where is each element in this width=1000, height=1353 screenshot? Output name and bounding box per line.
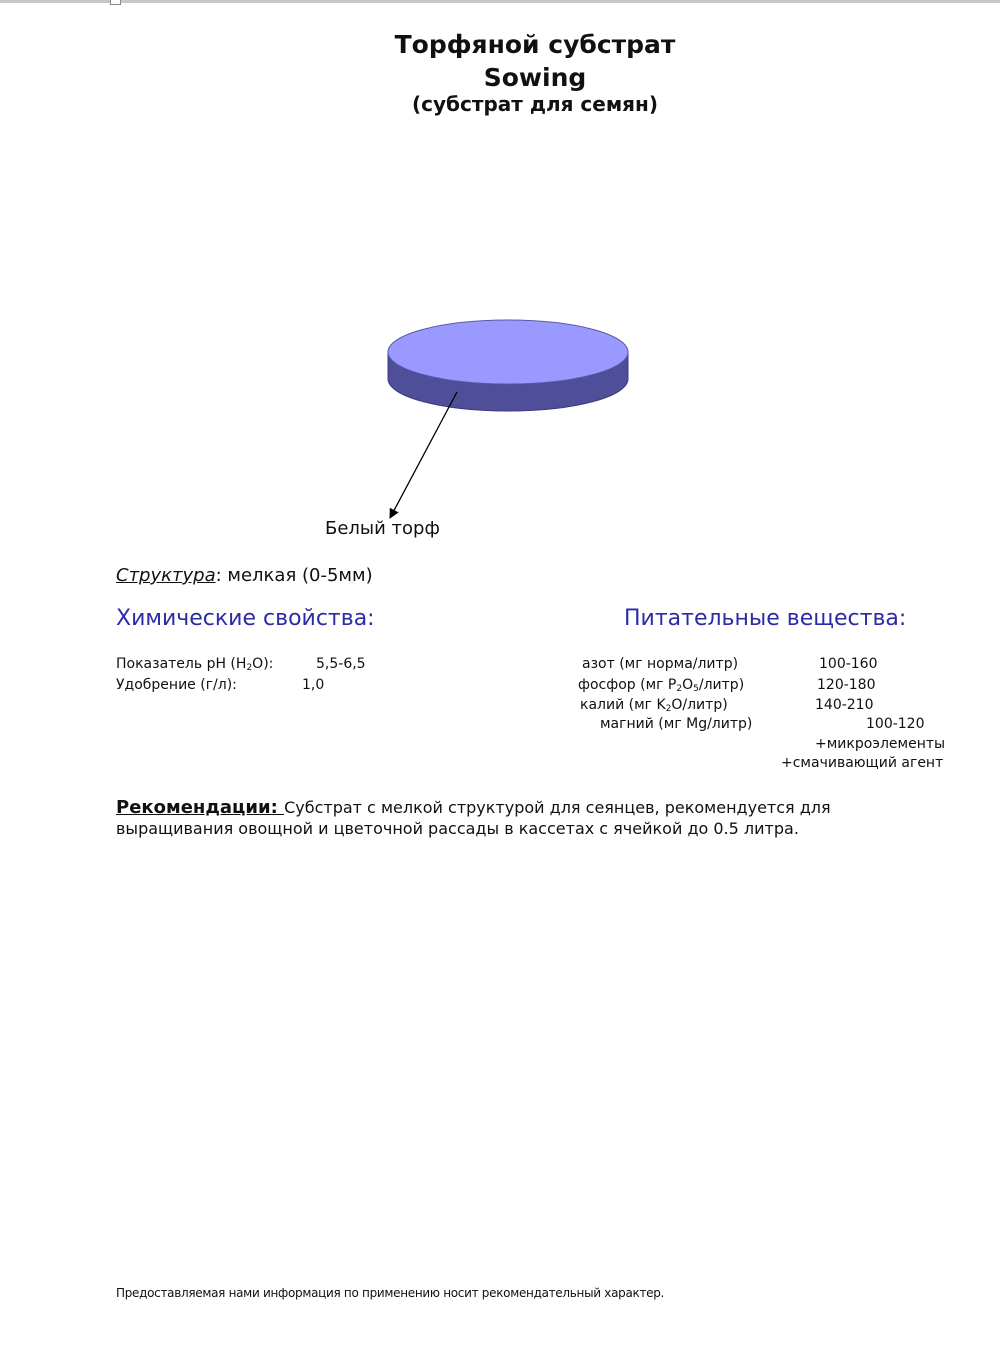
structure-value: : мелкая (0-5мм) bbox=[215, 565, 373, 586]
ph-value: 5,5-6,5 bbox=[316, 656, 366, 672]
pie-slice-white-peat bbox=[388, 320, 628, 384]
recommendations-text: Субстрат с мелкой структурой для сеянцев, рекомендуется для выращивания овощной и цветочной рассады в кассетах с ячейкой до 0.5 литра. bbox=[116, 798, 831, 838]
potassium-label: калий (мг $K_2O/литр$) bbox=[580, 697, 728, 714]
structure-line bbox=[116, 565, 373, 586]
phosphorus-value: 120-180 bbox=[817, 677, 876, 693]
magnesium-value: 100-120 bbox=[866, 716, 925, 732]
phosphorus-label: фосфор (мг $P_2O_5/литр$) bbox=[578, 677, 745, 694]
page-title: Торфяной субстрат bbox=[394, 30, 676, 59]
footer-disclaimer: Предоставляемая нами информация по применению носит рекомендательный характер. bbox=[116, 1286, 665, 1300]
magnesium-label: магний (мг Mg/литр) bbox=[600, 716, 753, 732]
recommendations-label: Рекомендации: bbox=[116, 797, 285, 818]
pie-label-white-peat: Белый торф bbox=[325, 518, 440, 539]
nitrogen-value: 100-160 bbox=[819, 656, 878, 672]
wetting-agent-note: +смачивающий агент bbox=[781, 755, 944, 771]
product-name: Sowing bbox=[483, 63, 587, 92]
structure-label: Структура bbox=[116, 565, 216, 586]
nutrients-heading: Питательные вещества: bbox=[624, 606, 907, 631]
fertilizer-value: 1,0 bbox=[302, 677, 325, 693]
microelements-note: +микроэлементы bbox=[815, 736, 946, 752]
potassium-value: 140-210 bbox=[815, 697, 874, 713]
pie-chart bbox=[0, 0, 1000, 560]
ph-label: Показатель pH $(H_2O)$: bbox=[116, 656, 274, 673]
recommendations-block bbox=[116, 797, 916, 839]
chemical-properties-heading: Химические свойства: bbox=[116, 606, 375, 631]
fertilizer-label: Удобрение (г/л): bbox=[116, 677, 237, 693]
pie-leader-arrow bbox=[390, 392, 457, 518]
nitrogen-label: азот (мг норма/литр) bbox=[582, 656, 739, 672]
page-subtitle: (субстрат для семян) bbox=[412, 92, 658, 116]
